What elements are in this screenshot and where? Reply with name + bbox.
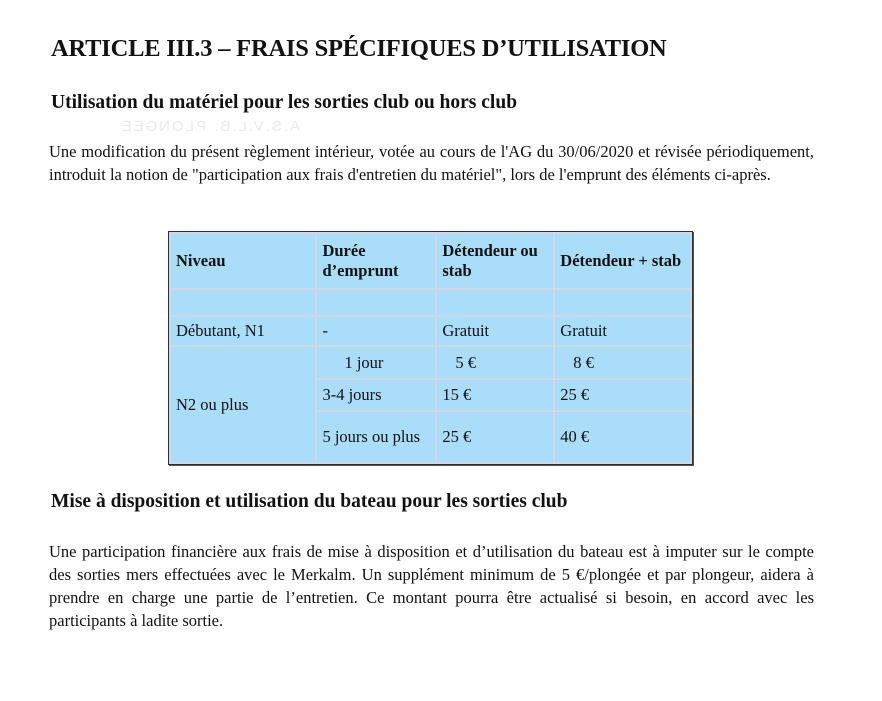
- cell-detendeur-plus-stab: 25 €: [555, 380, 690, 410]
- section-heading-materiel: Utilisation du matériel pour les sorties club ou hors club: [51, 92, 518, 113]
- table-row-empty: [171, 290, 690, 315]
- cell-empty: [437, 290, 553, 315]
- section-heading-bateau: Mise à disposition et utilisation du bateau pour les sorties club: [51, 491, 568, 512]
- cell-duree: 3-4 jours: [317, 380, 435, 410]
- cell-duree: 5 jours ou plus: [317, 412, 435, 462]
- article-title: ARTICLE III.3 – FRAIS SPÉCIFIQUES D’UTILISATION: [51, 35, 667, 62]
- cell-detendeur-ou-stab: 25 €: [437, 412, 553, 462]
- cell-niveau: Débutant, N1: [171, 317, 315, 346]
- cell-empty: [171, 290, 315, 315]
- header-niveau: Niveau: [171, 234, 315, 288]
- paragraph-materiel: Une modification du présent règlement intérieur, votée au cours de l'AG du 30/06/2020 et révisée périodiquement, introduit la notion de "participation aux frais d'entretien du matériel", lors de l'emprunt des éléments ci-après.: [49, 142, 814, 184]
- table-row: [171, 317, 690, 346]
- stamp-text: A.S.V.L.B. PLONGEE: [119, 118, 300, 135]
- cell-duree: -: [317, 317, 435, 346]
- cell-empty: [317, 290, 435, 315]
- cell-detendeur-ou-stab: 15 €: [437, 380, 553, 410]
- cell-niveau: N2 ou plus: [171, 347, 315, 462]
- cell-detendeur-plus-stab: 40 €: [555, 412, 690, 462]
- header-detendeur-plus-stab: Détendeur + stab: [555, 234, 690, 288]
- cell-duree: 1 jour: [317, 347, 435, 378]
- header-detendeur-ou-stab: Détendeur ou stab: [437, 234, 553, 288]
- cell-detendeur-plus-stab: 8 €: [555, 347, 690, 378]
- cell-detendeur-ou-stab: Gratuit: [437, 317, 553, 346]
- table-row: [171, 347, 690, 378]
- paragraph-bateau: Une participation financière aux frais de mise à disposition et d’utilisation du bateau est à imputer sur le compte des sorties mers effectuées avec le Merkalm. Un supplément minimum de 5 €/plongée et par plongeur, aidera à prendre en charge une partie de l’entretien. Ce montant pourra être actualisé si besoin, en accord avec les participants à ladite sortie.: [49, 542, 814, 630]
- cell-detendeur-ou-stab: 5 €: [437, 347, 553, 378]
- fee-table: [168, 231, 693, 465]
- cell-detendeur-plus-stab: Gratuit: [555, 317, 690, 346]
- table-header-row: [171, 234, 690, 288]
- header-duree: Durée d’emprunt: [317, 234, 435, 288]
- cell-empty: [555, 290, 690, 315]
